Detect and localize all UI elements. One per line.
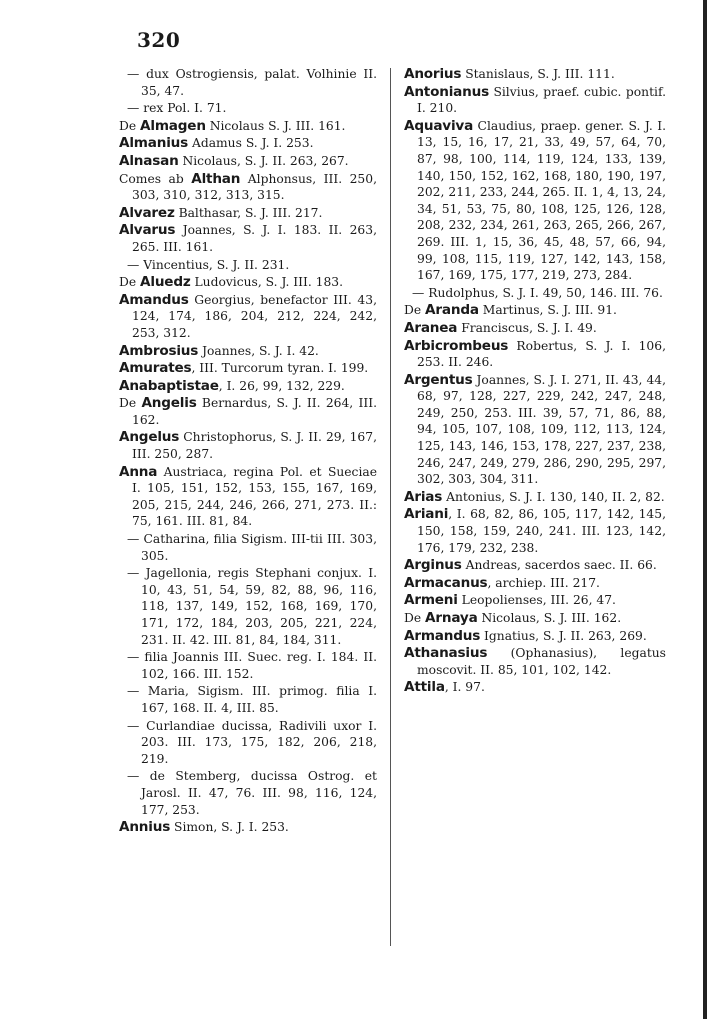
entry-references: Jagellonia, regis Stephani conjux. I. 10, 43, 51, 54, 59, 82, 88, 96, 116, 118, 137, 149, 152, 168, 169, 170, 171, 172, 184, 203, 205, 221, 224, 231. II. 42. III. 81, 84, 184, 311. — [141, 566, 377, 647]
index-entry — [404, 592, 666, 609]
index-entry — [119, 343, 377, 360]
index-entry — [119, 171, 377, 204]
entry-headword: Arnaya — [425, 610, 478, 626]
index-entry — [404, 84, 666, 117]
entry-references: Robertus, S. J. I. 106, 253. II. 246. — [417, 338, 666, 370]
entry-references: Antonius, S. J. I. 130, 140, II. 2, 82. — [442, 489, 665, 504]
index-column-right — [404, 66, 666, 697]
index-subentry — [119, 718, 377, 768]
entry-prefix: De — [119, 275, 141, 290]
index-entry — [404, 489, 666, 506]
index-entry — [404, 645, 666, 678]
index-entry — [119, 274, 377, 291]
entry-references: Simon, S. J. I. 253. — [170, 820, 289, 835]
index-subentry — [404, 285, 666, 302]
entry-references: Martinus, S. J. III. 91. — [478, 303, 617, 318]
entry-references: de Stemberg, ducissa Ostrog. et Jarosl. II. 47, 76. III. 98, 116, 124, 177, 253. — [141, 769, 377, 817]
entry-references: Catharina, filia Sigism. III-tii III. 303, 305. — [141, 532, 377, 563]
index-entry — [404, 302, 666, 319]
entry-prefix: — — [127, 684, 148, 699]
entry-prefix: — — [127, 257, 144, 272]
index-subentry — [119, 66, 377, 99]
entry-headword: Annius — [119, 819, 171, 836]
entry-prefix: — — [127, 532, 144, 547]
entry-headword: Antonianus — [404, 83, 489, 100]
entry-references: Silvius, praef. cubic. pontif. I. 210. — [417, 84, 666, 116]
entry-references: dux Ostrogiensis, palat. Volhinie II. 35, 47. — [141, 67, 377, 98]
entry-headword: Amandus — [119, 291, 189, 308]
entry-references: Maria, Sigism. III. primog. filia I. 167, 168. II. 4, III. 85. — [141, 684, 377, 715]
entry-headword: Armacanus — [404, 574, 488, 591]
entry-references: rex Pol. I. 71. — [143, 101, 227, 116]
entry-headword: Aranea — [404, 319, 458, 336]
entry-headword: Anabaptistae — [119, 377, 219, 394]
index-subentry — [119, 649, 377, 682]
entry-references: (Ophanasius), legatus moscovit. II. 85, 101, 102, 142. — [417, 646, 666, 677]
entry-references: Stanislaus, S. J. III. 111. — [461, 67, 615, 81]
entry-headword: Arginus — [404, 557, 462, 574]
index-entry — [404, 575, 666, 592]
entry-headword: Argentus — [404, 371, 473, 388]
index-subentry — [119, 768, 377, 818]
entry-headword: Armeni — [404, 592, 458, 609]
entry-prefix: — — [412, 285, 429, 300]
entry-prefix: Comes ab — [119, 171, 192, 186]
entry-headword: Almanius — [119, 135, 189, 152]
index-subentry — [119, 531, 377, 564]
entry-prefix: — — [127, 718, 147, 733]
index-entry — [404, 372, 666, 488]
entry-references: Franciscus, S. J. I. 49. — [457, 320, 597, 335]
entry-references: Georgius, benefactor III. 43, 124, 174, 186, 204, 212, 224, 242, 253, 312. — [132, 292, 377, 340]
entry-headword: Ariani — [404, 506, 449, 523]
entry-prefix: — — [127, 101, 144, 116]
index-subentry — [119, 565, 377, 648]
entry-headword: Aquaviva — [404, 117, 474, 134]
entry-prefix: De — [404, 611, 426, 625]
entry-headword: Althan — [191, 170, 241, 187]
entry-references: Adamus S. J. I. 253. — [188, 136, 314, 151]
entry-references: Vincentius, S. J. II. 231. — [143, 257, 290, 272]
entry-headword: Ambrosius — [119, 342, 199, 359]
entry-prefix: De — [119, 118, 141, 133]
index-subentry — [119, 100, 377, 117]
index-entry — [119, 395, 377, 428]
index-entry — [119, 153, 377, 170]
entry-references: Nicolaus S. J. III. 161. — [205, 118, 346, 133]
entry-headword: Alvarus — [119, 222, 176, 239]
entry-headword: Attila — [404, 679, 445, 696]
entry-headword: Arbicrombeus — [404, 337, 509, 354]
entry-headword: Alvarez — [119, 204, 175, 221]
page-number: 320 — [137, 28, 181, 52]
index-entry — [119, 222, 377, 255]
entry-references: Nicolaus, S. J. II. 263, 267. — [178, 153, 349, 168]
entry-references: Austriaca, regina Pol. et Sueciae I. 105, 151, 152, 153, 155, 167, 169, 205, 215, 244, 246, 266, 271, 273. II.: 75, 161. III. 81, 84. — [132, 464, 377, 529]
index-entry — [119, 135, 377, 152]
index-entry — [404, 679, 666, 696]
entry-references: Joannes, S. J. I. 183. II. 263, 265. III. 161. — [132, 223, 377, 254]
entry-references: Andreas, sacerdos saec. II. 66. — [461, 558, 657, 573]
index-entry — [404, 628, 666, 645]
entry-references: Ignatius, S. J. II. 263, 269. — [480, 628, 647, 643]
index-entry — [119, 464, 377, 530]
entry-references: , archiep. III. 217. — [487, 575, 600, 590]
entry-references: Rudolphus, S. J. I. 49, 50, 146. III. 76. — [428, 285, 663, 300]
entry-references: , III. Turcorum tyran. I. 199. — [191, 361, 369, 376]
entry-references: , I. 68, 82, 86, 105, 117, 142, 145, 150, 158, 159, 240, 241. III. 123, 142, 176, 179, 232, 238. — [417, 507, 666, 555]
entry-prefix: — — [127, 67, 147, 81]
entry-headword: Angelis — [141, 395, 197, 412]
entry-references: Nicolaus, S. J. III. 162. — [477, 611, 622, 625]
entry-prefix: De — [119, 396, 142, 411]
index-entry — [404, 610, 666, 627]
entry-prefix: De — [404, 303, 426, 318]
entry-prefix: — — [127, 769, 150, 784]
entry-headword: Aluedz — [140, 274, 191, 291]
entry-references: Claudius, praep. gener. S. J. I. 13, 15, 16, 17, 21, 33, 49, 57, 64, 70, 87, 98, 100, 114, 119, 124, 133, 139, 140, 150, 152, 162, 168, 180, 190, 197, 202, 211, 233, 244, 265. II. 1, 4, 13, 24, 34, 51, 53, 75, 80, 108, 125, 126, 128, 208, 232, 234, 261, 263, 265, 266, 267, 269. III. 1, 15, 36, 45, 48, 57, 66, 94, 99, 108, 115, 119, 127, 142, 143, 158, 167, 169, 175, 177, 219, 273, 284. — [417, 118, 666, 283]
entry-headword: Armandus — [404, 627, 481, 644]
index-entry — [119, 360, 377, 377]
index-column-left — [119, 66, 377, 837]
page-edge-shadow — [703, 0, 707, 1019]
entry-references: Curlandiae ducissa, Radivili uxor I. 203. III. 173, 175, 182, 206, 218, 219. — [141, 718, 377, 766]
entry-headword: Angelus — [119, 429, 180, 446]
entry-prefix: — — [127, 650, 145, 665]
column-divider — [390, 68, 391, 946]
index-entry — [119, 292, 377, 342]
index-subentry — [119, 257, 377, 274]
entry-references: Leopolienses, III. 26, 47. — [457, 593, 616, 608]
entry-headword: Arias — [404, 488, 443, 505]
entry-references: Joannes, S. J. I. 271, II. 43, 44, 68, 97, 128, 227, 229, 242, 247, 248, 249, 250, 253. III. 39, 57, 71, 86, 88, 94, 105, 107, 108, 109, 112, 113, 124, 125, 143, 146, 153, 178, 227, 237, 238, 246, 247, 249, 279, 286, 290, 295, 297, 302, 303, 304, 311. — [417, 372, 666, 487]
entry-references: , I. 97. — [444, 680, 485, 695]
entry-references: Alphonsus, III. 250, 303, 310, 312, 313, 315. — [132, 171, 377, 203]
index-subentry — [119, 683, 377, 716]
index-entry — [404, 338, 666, 371]
index-entry — [404, 557, 666, 574]
index-entry — [404, 66, 666, 83]
index-entry — [404, 320, 666, 337]
entry-references: Christophorus, S. J. II. 29, 167, III. 250, 287. — [132, 430, 377, 462]
entry-references: Joannes, S. J. I. 42. — [198, 343, 319, 358]
index-entry — [404, 118, 666, 284]
entry-prefix: — — [127, 566, 146, 581]
entry-references: Ludovicus, S. J. III. 183. — [190, 275, 344, 290]
index-entry — [119, 429, 377, 462]
entry-references: , I. 26, 99, 132, 229. — [218, 378, 345, 393]
index-entry — [119, 118, 377, 135]
entry-references: filia Joannis III. Suec. reg. I. 184. II. 102, 166. III. 152. — [141, 650, 377, 681]
entry-headword: Amurates — [119, 360, 192, 377]
index-entry — [119, 205, 377, 222]
index-entry — [404, 506, 666, 556]
index-entry — [119, 819, 377, 836]
entry-headword: Alnasan — [119, 152, 179, 169]
entry-references: Balthasar, S. J. III. 217. — [174, 205, 323, 220]
entry-headword: Anorius — [404, 66, 462, 82]
entry-headword: Athanasius — [404, 645, 488, 662]
entry-headword: Almagen — [140, 117, 206, 134]
entry-references: Bernardus, S. J. II. 264, III. 162. — [132, 396, 377, 427]
entry-headword: Anna — [119, 463, 158, 480]
index-entry — [119, 378, 377, 395]
entry-headword: Aranda — [425, 302, 479, 319]
